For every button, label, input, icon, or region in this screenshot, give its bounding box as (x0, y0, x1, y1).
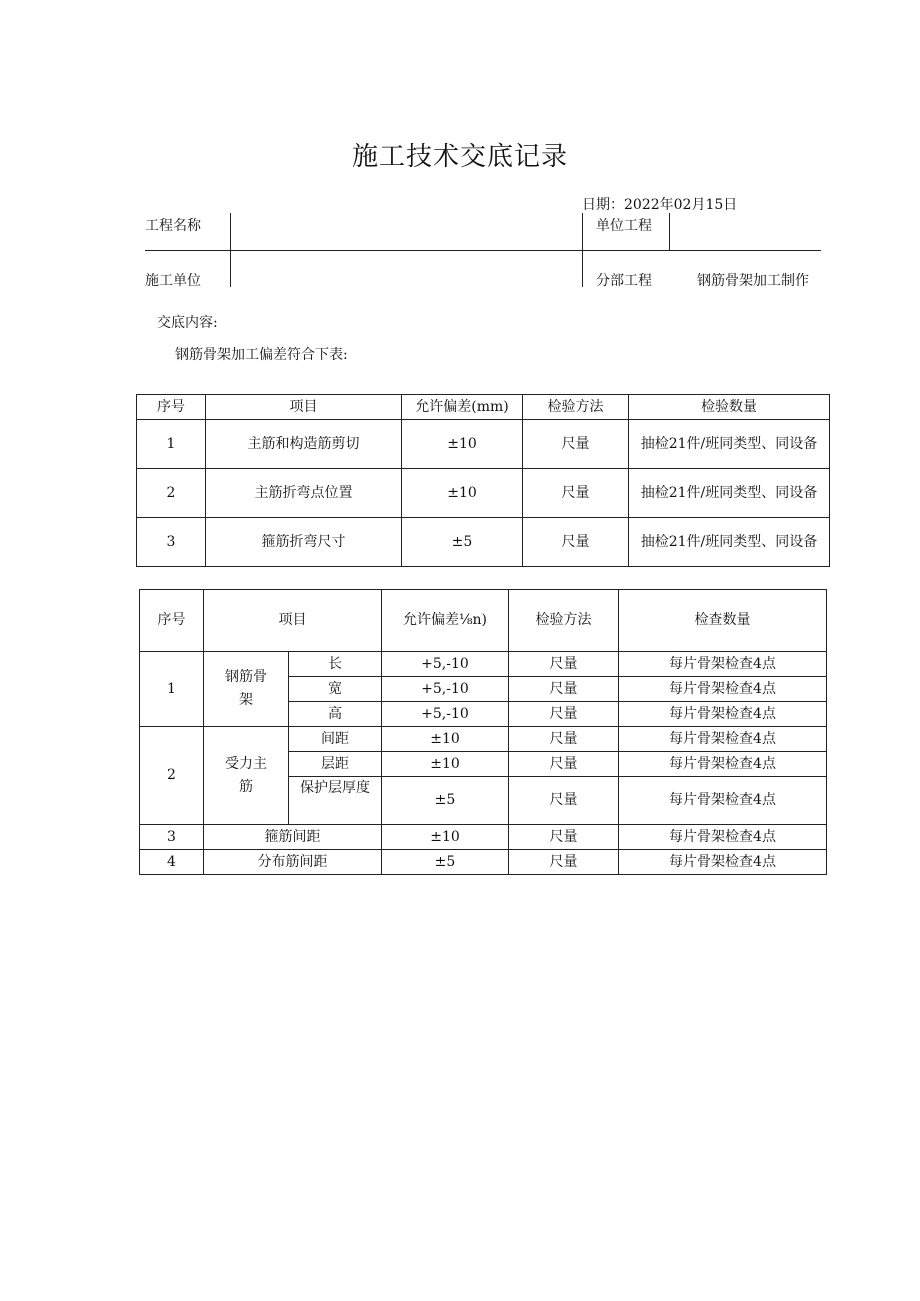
unit-project-label: 单位工程 (596, 218, 652, 234)
table-cell: 2 (137, 469, 206, 518)
sub-project-label: 分部工程 (596, 273, 652, 289)
table-cell: 1 (140, 652, 204, 727)
table-cell: ±10 (402, 420, 523, 469)
table-cell: 尺量 (509, 677, 619, 702)
sub-project-value: 钢筋骨架加工制作 (697, 273, 809, 289)
date-text: 日期：2022年02月15日 (582, 197, 738, 213)
construction-unit-label: 施工单位 (145, 273, 201, 289)
table-cell: 3 (137, 518, 206, 567)
table-cell: ±10 (382, 825, 509, 850)
table-cell: 保护层厚度 (289, 777, 382, 825)
table-cell: 尺量 (509, 850, 619, 875)
table-cell: ±5 (382, 850, 509, 875)
table-row (137, 469, 830, 518)
table-cell: 每片骨架检查4点 (619, 825, 827, 850)
table-cell: 每片骨架检查4点 (619, 702, 827, 727)
table-cell: +5,-10 (382, 702, 509, 727)
table-cell: 受力主筋 (204, 727, 289, 825)
table-cell: 宽 (289, 677, 382, 702)
table-cell: 抽检21件/班同类型、同设备 (629, 420, 830, 469)
tolerance-table-2 (139, 589, 827, 875)
table-cell: 每片骨架检查4点 (619, 652, 827, 677)
header-cell: 允许偏差⅛n) (382, 590, 509, 652)
table-row (137, 420, 830, 469)
intro-text: 钢筋骨架加工偏差符合下表: (175, 347, 348, 363)
table-cell: 箍筋折弯尺寸 (206, 518, 402, 567)
table-cell: ±10 (382, 752, 509, 777)
header-divider (669, 213, 670, 250)
table-cell: 每片骨架检查4点 (619, 850, 827, 875)
table-row (137, 518, 830, 567)
header-cell: 项目 (204, 590, 382, 652)
table-row (140, 652, 827, 677)
table-cell: +5,-10 (382, 652, 509, 677)
table-cell: 尺量 (509, 702, 619, 727)
table-cell: 每片骨架检查4点 (619, 727, 827, 752)
table-cell: 尺量 (509, 752, 619, 777)
tolerance-table-1 (136, 394, 830, 567)
table-cell: 箍筋间距 (204, 825, 382, 850)
table-row (140, 850, 827, 875)
table-row (140, 825, 827, 850)
table-cell: ±10 (402, 469, 523, 518)
table-cell: 尺量 (509, 825, 619, 850)
table-cell: 每片骨架检查4点 (619, 777, 827, 825)
table-cell: 主筋折弯点位置 (206, 469, 402, 518)
table-cell: 1 (137, 420, 206, 469)
table-row (140, 727, 827, 752)
table-cell: ±10 (382, 727, 509, 752)
table-header-row (140, 590, 827, 652)
table-cell: 3 (140, 825, 204, 850)
table-cell: 2 (140, 727, 204, 825)
content-label: 交底内容: (157, 315, 218, 331)
table-cell: +5,-10 (382, 677, 509, 702)
table-cell: 抽检21件/班同类型、同设备 (629, 518, 830, 567)
page-title: 施工技术交底记录 (351, 142, 568, 172)
header-cell: 项目 (206, 395, 402, 420)
table-cell: 每片骨架检查4点 (619, 677, 827, 702)
table-cell: 尺量 (523, 469, 629, 518)
table-cell: 尺量 (509, 727, 619, 752)
table-cell: 尺量 (509, 652, 619, 677)
header-cell: 检查数量 (619, 590, 827, 652)
table-cell: 抽检21件/班同类型、同设备 (629, 469, 830, 518)
header-cell: 序号 (137, 395, 206, 420)
header-cell: 检验方法 (509, 590, 619, 652)
table-cell: 间距 (289, 727, 382, 752)
table-cell: 高 (289, 702, 382, 727)
table-cell: 4 (140, 850, 204, 875)
table-cell: 钢筋骨架 (204, 652, 289, 727)
header-cell: 检验数量 (629, 395, 830, 420)
header-cell: 检验方法 (523, 395, 629, 420)
table-header-row (137, 395, 830, 420)
table-cell: 尺量 (523, 420, 629, 469)
header-cell: 序号 (140, 590, 204, 652)
table-cell: 长 (289, 652, 382, 677)
table-cell: 每片骨架检查4点 (619, 752, 827, 777)
project-name-label: 工程名称 (145, 218, 201, 234)
table-cell: 尺量 (509, 777, 619, 825)
table-cell: 尺量 (523, 518, 629, 567)
table-cell: 主筋和构造筋剪切 (206, 420, 402, 469)
table-cell: 分布筋间距 (204, 850, 382, 875)
table-cell: 层距 (289, 752, 382, 777)
header-cell: 允许偏差(mm) (402, 395, 523, 420)
table-cell: ±5 (382, 777, 509, 825)
table-cell: ±5 (402, 518, 523, 567)
header-rule (145, 250, 821, 251)
